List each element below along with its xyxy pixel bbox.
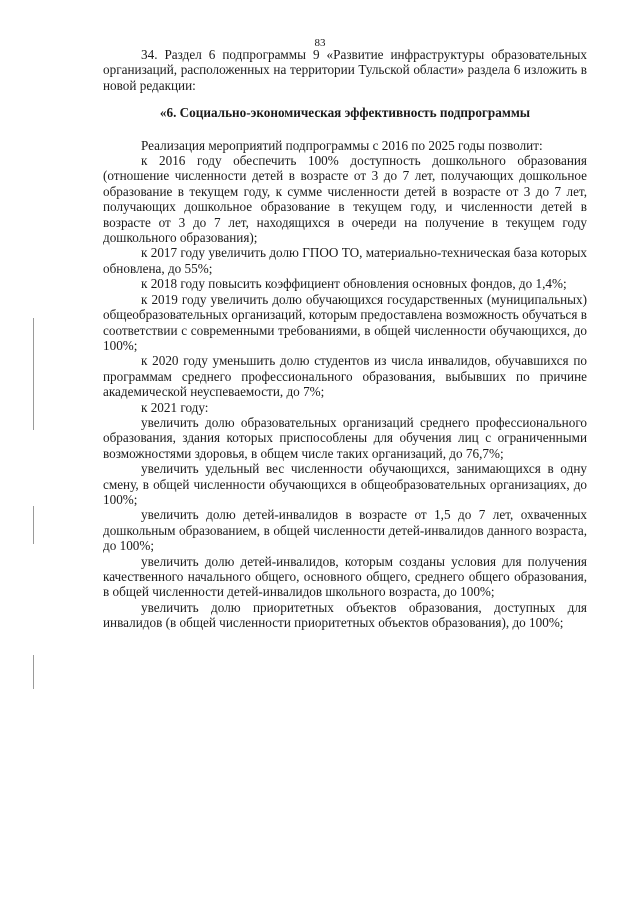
intro-paragraph: 34. Раздел 6 подпрограммы 9 «Развитие инфраструктуры образовательных организаций, расположенных на территории Тульской области» раздела 6 изложить в новой редакции: [103, 47, 587, 93]
body-paragraph: увеличить долю образовательных организаций среднего профессионального образования, здания которых приспособлены для обучения лиц с ограниченными возможностями здоровья, в общем числе таких организаций, до 76,7%; [103, 414, 587, 461]
body-paragraph: Реализация мероприятий подпрограммы с 2016 по 2025 годы позволит: [141, 137, 543, 153]
body-paragraph: к 2019 году увеличить долю обучающихся государственных (муниципальных) общеобразовательных организаций, которым предоставлена возможность обучаться в соответствии с современными требованиями, в общей численности обучающихся, до 100%; [103, 291, 587, 353]
scan-margin-mark [33, 655, 34, 689]
body-paragraph: к 2018 году повысить коэффициент обновления основных фондов, до 1,4%; [141, 276, 567, 292]
body-paragraph: к 2020 году уменьшить долю студентов из числа инвалидов, обучавшихся по программам среднего профессионального образования, выбывших по причине академической неуспеваемости, до 7%; [103, 353, 587, 400]
page-number: 83 [314, 37, 326, 49]
body-paragraph: увеличить долю детей-инвалидов, которым созданы условия для получения качественного начального общего, основного общего, среднего общего образования, в общей численности детей-инвалидов школьного возраста, до 100%; [103, 553, 587, 600]
body-paragraph: к 2021 году: [141, 399, 209, 415]
body-paragraph: к 2016 году обеспечить 100% доступность дошкольного образования (отношение численности детей в возрасте от 3 до 7 лет, получающих дошкольное образование в текущем году, к сумме численности детей в возрасте от 3 до 7 лет, получающих дошкольное образование в текущем году, и численности детей в возрасте от 3 до 7 лет, находящихся в очереди на получение в текущем году дошкольного образования); [103, 153, 587, 246]
body-paragraph: к 2017 году увеличить долю ГПОО ТО, материально-техническая база которых обновлена, до 55%; [103, 245, 587, 276]
body-paragraph: увеличить долю приоритетных объектов образования, доступных для инвалидов (в общей численности приоритетных объектов образования), до 100%; [103, 599, 587, 631]
body-paragraph: увеличить удельный вес численности обучающихся, занимающихся в одну смену, в общей численности обучающихся в общеобразовательных организациях, до 100%; [103, 461, 587, 507]
scan-margin-mark [33, 318, 34, 430]
body-paragraph: увеличить долю детей-инвалидов в возрасте от 1,5 до 7 лет, охваченных дошкольным образованием, в общей численности детей-инвалидов данного возраста, до 100%; [103, 507, 587, 554]
document-body [103, 47, 587, 631]
section-heading: «6. Социально-экономическая эффективность подпрограммы [159, 105, 531, 121]
scan-margin-mark [33, 506, 34, 544]
